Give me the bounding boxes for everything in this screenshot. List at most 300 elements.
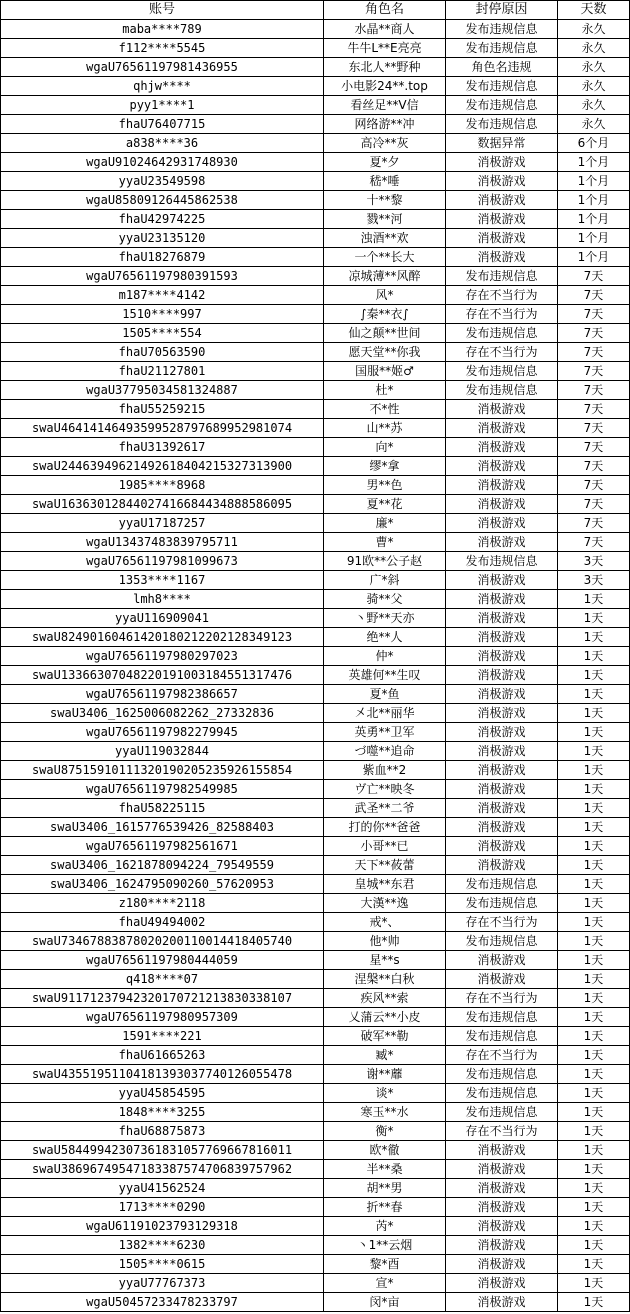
cell-days: 7天 (558, 514, 630, 533)
cell-ban-reason: 消极游戏 (446, 666, 558, 685)
table-row (1, 1160, 630, 1179)
cell-ban-reason: 消极游戏 (446, 1141, 558, 1160)
cell-ban-reason: 消极游戏 (446, 153, 558, 172)
cell-ban-reason: 发布违规信息 (446, 20, 558, 39)
cell-days: 1个月 (558, 191, 630, 210)
cell-account: yyaU116909041 (1, 609, 324, 628)
cell-days: 1天 (558, 1008, 630, 1027)
cell-ban-reason: 消极游戏 (446, 457, 558, 476)
table-row (1, 58, 630, 77)
cell-role-name: 廉* (324, 514, 446, 533)
cell-account: 1985****8968 (1, 476, 324, 495)
cell-role-name: 牛牛L**E亮亮 (324, 39, 446, 58)
table-row (1, 1255, 630, 1274)
cell-ban-reason: 存在不当行为 (446, 305, 558, 324)
cell-days: 1天 (558, 628, 630, 647)
cell-ban-reason: 消极游戏 (446, 495, 558, 514)
table-row (1, 248, 630, 267)
cell-account: wgaU37795034581324887 (1, 381, 324, 400)
cell-account: wgaU61191023793129318 (1, 1217, 324, 1236)
cell-role-name: 折**春 (324, 1198, 446, 1217)
cell-days: 1天 (558, 951, 630, 970)
table-row (1, 761, 630, 780)
cell-days: 1天 (558, 1027, 630, 1046)
cell-role-name: 一个**长大 (324, 248, 446, 267)
cell-days: 1个月 (558, 248, 630, 267)
cell-role-name: 杜* (324, 381, 446, 400)
cell-account: fhaU68875873 (1, 1122, 324, 1141)
cell-account: 1713****0290 (1, 1198, 324, 1217)
cell-ban-reason: 发布违规信息 (446, 1065, 558, 1084)
table-row (1, 628, 630, 647)
table-row (1, 704, 630, 723)
cell-role-name: 仙之颠**世间 (324, 324, 446, 343)
cell-role-name: 㐅北**丽华 (324, 704, 446, 723)
table-row (1, 742, 630, 761)
cell-days: 1个月 (558, 153, 630, 172)
table-row (1, 305, 630, 324)
cell-ban-reason: 存在不当行为 (446, 286, 558, 305)
cell-days: 7天 (558, 305, 630, 324)
cell-days: 7天 (558, 267, 630, 286)
cell-days: 1天 (558, 704, 630, 723)
table-row (1, 1217, 630, 1236)
cell-days: 1天 (558, 837, 630, 856)
cell-role-name: 谈* (324, 1084, 446, 1103)
table-row (1, 799, 630, 818)
cell-days: 7天 (558, 533, 630, 552)
cell-days: 1天 (558, 1046, 630, 1065)
cell-account: 1382****6230 (1, 1236, 324, 1255)
cell-days: 1天 (558, 989, 630, 1008)
cell-account: fhaU42974225 (1, 210, 324, 229)
cell-role-name: 戒*、 (324, 913, 446, 932)
table-row (1, 1122, 630, 1141)
cell-ban-reason: 发布违规信息 (446, 1027, 558, 1046)
cell-ban-reason: 存在不当行为 (446, 1046, 558, 1065)
table-row (1, 1236, 630, 1255)
cell-ban-reason: 发布违规信息 (446, 1008, 558, 1027)
cell-role-name: 水晶**商人 (324, 20, 446, 39)
cell-account: m187****4142 (1, 286, 324, 305)
cell-account: swaU16363012844027416684434888586095 (1, 495, 324, 514)
cell-role-name: 乂蒲云**小皮 (324, 1008, 446, 1027)
cell-account: swaU73467883878020200110014418405740 (1, 932, 324, 951)
cell-account: 1505****0615 (1, 1255, 324, 1274)
cell-account: wgaU76561197981436955 (1, 58, 324, 77)
cell-account: fhaU61665263 (1, 1046, 324, 1065)
cell-ban-reason: 发布违规信息 (446, 932, 558, 951)
table-row (1, 343, 630, 362)
cell-role-name: 仲* (324, 647, 446, 666)
cell-account: fhaU18276879 (1, 248, 324, 267)
cell-days: 1天 (558, 1293, 630, 1312)
cell-role-name: 缪*拿 (324, 457, 446, 476)
table-row (1, 989, 630, 1008)
header-account: 账号 (1, 1, 324, 20)
cell-ban-reason: 消极游戏 (446, 438, 558, 457)
cell-ban-reason: 发布违规信息 (446, 267, 558, 286)
cell-account: wgaU76561197982386657 (1, 685, 324, 704)
cell-account: yyaU45854595 (1, 1084, 324, 1103)
cell-role-name: 闵*亩 (324, 1293, 446, 1312)
cell-account: yyaU17187257 (1, 514, 324, 533)
cell-account: yyaU119032844 (1, 742, 324, 761)
table-row (1, 476, 630, 495)
cell-days: 1天 (558, 1255, 630, 1274)
cell-ban-reason: 角色名违规 (446, 58, 558, 77)
cell-role-name: 皇城**东君 (324, 875, 446, 894)
cell-days: 1个月 (558, 210, 630, 229)
cell-days: 1天 (558, 666, 630, 685)
cell-days: 7天 (558, 457, 630, 476)
cell-ban-reason: 消极游戏 (446, 533, 558, 552)
cell-days: 1天 (558, 723, 630, 742)
cell-days: 1天 (558, 856, 630, 875)
cell-ban-reason: 消极游戏 (446, 514, 558, 533)
cell-account: wgaU91024642931748930 (1, 153, 324, 172)
cell-days: 1天 (558, 742, 630, 761)
header-row (1, 1, 630, 20)
cell-ban-reason: 消极游戏 (446, 723, 558, 742)
table-row (1, 191, 630, 210)
cell-ban-reason: 发布违规信息 (446, 324, 558, 343)
cell-account: swaU58449942307361831057769667816011 (1, 1141, 324, 1160)
cell-ban-reason: 消极游戏 (446, 1179, 558, 1198)
cell-ban-reason: 发布违规信息 (446, 362, 558, 381)
table-row (1, 1198, 630, 1217)
cell-ban-reason: 消极游戏 (446, 609, 558, 628)
cell-ban-reason: 消极游戏 (446, 704, 558, 723)
table-row (1, 1274, 630, 1293)
cell-account: f112****5545 (1, 39, 324, 58)
cell-ban-reason: 消极游戏 (446, 1217, 558, 1236)
cell-role-name: 绝**人 (324, 628, 446, 647)
cell-role-name: 臧* (324, 1046, 446, 1065)
cell-role-name: 男**色 (324, 476, 446, 495)
cell-role-name: 谢**蘼 (324, 1065, 446, 1084)
cell-days: 1个月 (558, 172, 630, 191)
cell-days: 1天 (558, 1084, 630, 1103)
table-row (1, 1046, 630, 1065)
cell-days: 3天 (558, 571, 630, 590)
cell-ban-reason: 消极游戏 (446, 210, 558, 229)
cell-ban-reason: 消极游戏 (446, 1255, 558, 1274)
cell-role-name: 广*斜 (324, 571, 446, 590)
cell-ban-reason: 存在不当行为 (446, 989, 558, 1008)
cell-ban-reason: 发布违规信息 (446, 1084, 558, 1103)
cell-ban-reason: 消极游戏 (446, 229, 558, 248)
cell-role-name: 91欧**公子赵 (324, 552, 446, 571)
cell-account: fhaU21127801 (1, 362, 324, 381)
cell-days: 1天 (558, 1274, 630, 1293)
cell-ban-reason: 消极游戏 (446, 1236, 558, 1255)
cell-account: wgaU76561197980444059 (1, 951, 324, 970)
cell-ban-reason: 消极游戏 (446, 400, 558, 419)
table-row (1, 932, 630, 951)
cell-account: 1353****1167 (1, 571, 324, 590)
table-row (1, 438, 630, 457)
cell-ban-reason: 发布违规信息 (446, 552, 558, 571)
table-row (1, 666, 630, 685)
cell-role-name: 山**苏 (324, 419, 446, 438)
cell-role-name: 天下**莜蕾 (324, 856, 446, 875)
cell-days: 1天 (558, 1122, 630, 1141)
table-row (1, 837, 630, 856)
cell-account: wgaU76561197980957309 (1, 1008, 324, 1027)
cell-ban-reason: 发布违规信息 (446, 894, 558, 913)
cell-account: qhjw**** (1, 77, 324, 96)
cell-days: 7天 (558, 381, 630, 400)
cell-account: 1591****221 (1, 1027, 324, 1046)
cell-role-name: 网络游**冲 (324, 115, 446, 134)
cell-days: 1天 (558, 970, 630, 989)
cell-account: a838****36 (1, 134, 324, 153)
cell-days: 7天 (558, 419, 630, 438)
table-row (1, 286, 630, 305)
table-row (1, 590, 630, 609)
cell-ban-reason: 数据异常 (446, 134, 558, 153)
cell-role-name: 夏*鱼 (324, 685, 446, 704)
cell-account: 1505****554 (1, 324, 324, 343)
table-row (1, 267, 630, 286)
cell-ban-reason: 存在不当行为 (446, 1122, 558, 1141)
cell-days: 1天 (558, 1236, 630, 1255)
cell-days: 永久 (558, 77, 630, 96)
table-row (1, 647, 630, 666)
cell-ban-reason: 消极游戏 (446, 172, 558, 191)
header-ban-reason: 封停原因 (446, 1, 558, 20)
cell-days: 1天 (558, 590, 630, 609)
cell-ban-reason: 消极游戏 (446, 1198, 558, 1217)
table-row (1, 951, 630, 970)
cell-ban-reason: 消极游戏 (446, 476, 558, 495)
cell-days: 1天 (558, 1160, 630, 1179)
cell-ban-reason: 消极游戏 (446, 837, 558, 856)
cell-account: q418****07 (1, 970, 324, 989)
cell-days: 1天 (558, 647, 630, 666)
cell-account: swaU3406_1625006082262_27332836 (1, 704, 324, 723)
cell-account: fhaU49494002 (1, 913, 324, 932)
cell-role-name: 向* (324, 438, 446, 457)
table-row (1, 856, 630, 875)
table-row (1, 20, 630, 39)
table-row (1, 172, 630, 191)
cell-account: wgaU76561197982549985 (1, 780, 324, 799)
cell-account: fhaU70563590 (1, 343, 324, 362)
table-row (1, 913, 630, 932)
cell-role-name: 浊酒**欢 (324, 229, 446, 248)
table-row (1, 1008, 630, 1027)
cell-role-name: 高冷**灰 (324, 134, 446, 153)
cell-account: wgaU13437483839795711 (1, 533, 324, 552)
cell-role-name: 衡* (324, 1122, 446, 1141)
table-row (1, 552, 630, 571)
cell-role-name: 武圣**二爷 (324, 799, 446, 818)
cell-role-name: 戮**河 (324, 210, 446, 229)
cell-ban-reason: 发布违规信息 (446, 96, 558, 115)
cell-account: fhaU55259215 (1, 400, 324, 419)
cell-role-name: 十**黎 (324, 191, 446, 210)
cell-role-name: 英勇**卫军 (324, 723, 446, 742)
cell-days: 1天 (558, 609, 630, 628)
table-row (1, 685, 630, 704)
cell-days: 6个月 (558, 134, 630, 153)
cell-days: 永久 (558, 20, 630, 39)
cell-role-name: 嵇*唾 (324, 172, 446, 191)
cell-account: wgaU76561197981099673 (1, 552, 324, 571)
cell-role-name: 小电影24**.top (324, 77, 446, 96)
cell-ban-reason: 发布违规信息 (446, 381, 558, 400)
cell-days: 7天 (558, 400, 630, 419)
cell-days: 7天 (558, 476, 630, 495)
cell-days: 1天 (558, 913, 630, 932)
table-row (1, 1084, 630, 1103)
table-row (1, 1293, 630, 1312)
cell-role-name: づ噬**追命 (324, 742, 446, 761)
table-row (1, 609, 630, 628)
cell-account: swaU87515910111320190205235926155854 (1, 761, 324, 780)
cell-days: 1天 (558, 1103, 630, 1122)
cell-ban-reason: 消极游戏 (446, 571, 558, 590)
cell-account: wgaU76561197982279945 (1, 723, 324, 742)
cell-ban-reason: 消极游戏 (446, 628, 558, 647)
table-row (1, 533, 630, 552)
table-row (1, 362, 630, 381)
cell-days: 7天 (558, 495, 630, 514)
cell-role-name: 打的你**爸爸 (324, 818, 446, 837)
table-row (1, 419, 630, 438)
cell-role-name: 丶野**天亦 (324, 609, 446, 628)
cell-role-name: 胡**男 (324, 1179, 446, 1198)
table-row (1, 39, 630, 58)
cell-ban-reason: 发布违规信息 (446, 1103, 558, 1122)
cell-days: 7天 (558, 343, 630, 362)
cell-ban-reason: 消极游戏 (446, 970, 558, 989)
cell-account: swaU43551951104181393037740126055478 (1, 1065, 324, 1084)
cell-role-name: 东北人**野种 (324, 58, 446, 77)
cell-days: 3天 (558, 552, 630, 571)
table-row (1, 875, 630, 894)
cell-account: swaU46414146493599528797689952981074 (1, 419, 324, 438)
table-row (1, 571, 630, 590)
cell-account: pyy1****1 (1, 96, 324, 115)
table-row (1, 134, 630, 153)
cell-account: swaU3406_1624795090260_57620953 (1, 875, 324, 894)
cell-role-name: 风* (324, 286, 446, 305)
table-row (1, 400, 630, 419)
table-row (1, 153, 630, 172)
cell-role-name: 涅槃**白秋 (324, 970, 446, 989)
table-row (1, 1103, 630, 1122)
cell-account: swaU24463949621492618404215327313900 (1, 457, 324, 476)
table-body (1, 20, 630, 1312)
cell-ban-reason: 消极游戏 (446, 1293, 558, 1312)
cell-days: 7天 (558, 286, 630, 305)
cell-days: 1天 (558, 799, 630, 818)
cell-account: wgaU76561197980391593 (1, 267, 324, 286)
cell-ban-reason: 消极游戏 (446, 647, 558, 666)
cell-account: swaU38696749547183387574706839757962 (1, 1160, 324, 1179)
cell-ban-reason: 消极游戏 (446, 590, 558, 609)
cell-days: 1天 (558, 875, 630, 894)
table-row (1, 1141, 630, 1160)
cell-account: wgaU76561197980297023 (1, 647, 324, 666)
cell-days: 1天 (558, 1179, 630, 1198)
cell-ban-reason: 消极游戏 (446, 780, 558, 799)
table-row (1, 780, 630, 799)
cell-account: fhaU58225115 (1, 799, 324, 818)
cell-days: 7天 (558, 362, 630, 381)
cell-ban-reason: 消极游戏 (446, 799, 558, 818)
cell-days: 1天 (558, 1141, 630, 1160)
cell-ban-reason: 消极游戏 (446, 818, 558, 837)
cell-role-name: 看丝足**V信 (324, 96, 446, 115)
table-row (1, 1065, 630, 1084)
cell-ban-reason: 消极游戏 (446, 685, 558, 704)
cell-account: 1848****3255 (1, 1103, 324, 1122)
table-row (1, 1179, 630, 1198)
cell-account: wgaU85809126445862538 (1, 191, 324, 210)
cell-days: 1个月 (558, 229, 630, 248)
cell-ban-reason: 消极游戏 (446, 419, 558, 438)
cell-role-name: 芮* (324, 1217, 446, 1236)
cell-days: 1天 (558, 894, 630, 913)
cell-role-name: 寒玉**水 (324, 1103, 446, 1122)
cell-days: 永久 (558, 58, 630, 77)
cell-role-name: 夏*夕 (324, 153, 446, 172)
cell-days: 永久 (558, 96, 630, 115)
cell-account: yyaU77767373 (1, 1274, 324, 1293)
cell-ban-reason: 消极游戏 (446, 191, 558, 210)
cell-days: 永久 (558, 115, 630, 134)
cell-role-name: 欧*徹 (324, 1141, 446, 1160)
cell-role-name: 半**桑 (324, 1160, 446, 1179)
cell-role-name: ∫秦**衣∫ (324, 305, 446, 324)
cell-role-name: 国服**姬♂ (324, 362, 446, 381)
cell-role-name: 破军**勒 (324, 1027, 446, 1046)
cell-role-name: 曹* (324, 533, 446, 552)
table-row (1, 115, 630, 134)
cell-role-name: 黎*酉 (324, 1255, 446, 1274)
cell-account: swaU91171237942320170721213830338107 (1, 989, 324, 1008)
cell-account: swaU82490160461420180212202128349123 (1, 628, 324, 647)
cell-ban-reason: 发布违规信息 (446, 39, 558, 58)
header-days: 天数 (558, 1, 630, 20)
cell-role-name: 夏**花 (324, 495, 446, 514)
cell-role-name: 紫血**2 (324, 761, 446, 780)
cell-role-name: 英雄何**生叹 (324, 666, 446, 685)
table-row (1, 818, 630, 837)
cell-role-name: 骑**父 (324, 590, 446, 609)
cell-account: yyaU41562524 (1, 1179, 324, 1198)
table-row (1, 229, 630, 248)
cell-account: swaU3406_1621878094224_79549559 (1, 856, 324, 875)
cell-account: swaU13366307048220191003184551317476 (1, 666, 324, 685)
cell-role-name: 宣* (324, 1274, 446, 1293)
cell-account: fhaU31392617 (1, 438, 324, 457)
cell-ban-reason: 消极游戏 (446, 1274, 558, 1293)
cell-role-name: 星**s (324, 951, 446, 970)
table-row (1, 894, 630, 913)
cell-role-name: 愿天堂**你我 (324, 343, 446, 362)
cell-account: fhaU76407715 (1, 115, 324, 134)
cell-account: yyaU23135120 (1, 229, 324, 248)
cell-role-name: 凉城薄**风醉 (324, 267, 446, 286)
cell-account: wgaU50457233478233797 (1, 1293, 324, 1312)
table-row (1, 324, 630, 343)
cell-days: 1天 (558, 1065, 630, 1084)
